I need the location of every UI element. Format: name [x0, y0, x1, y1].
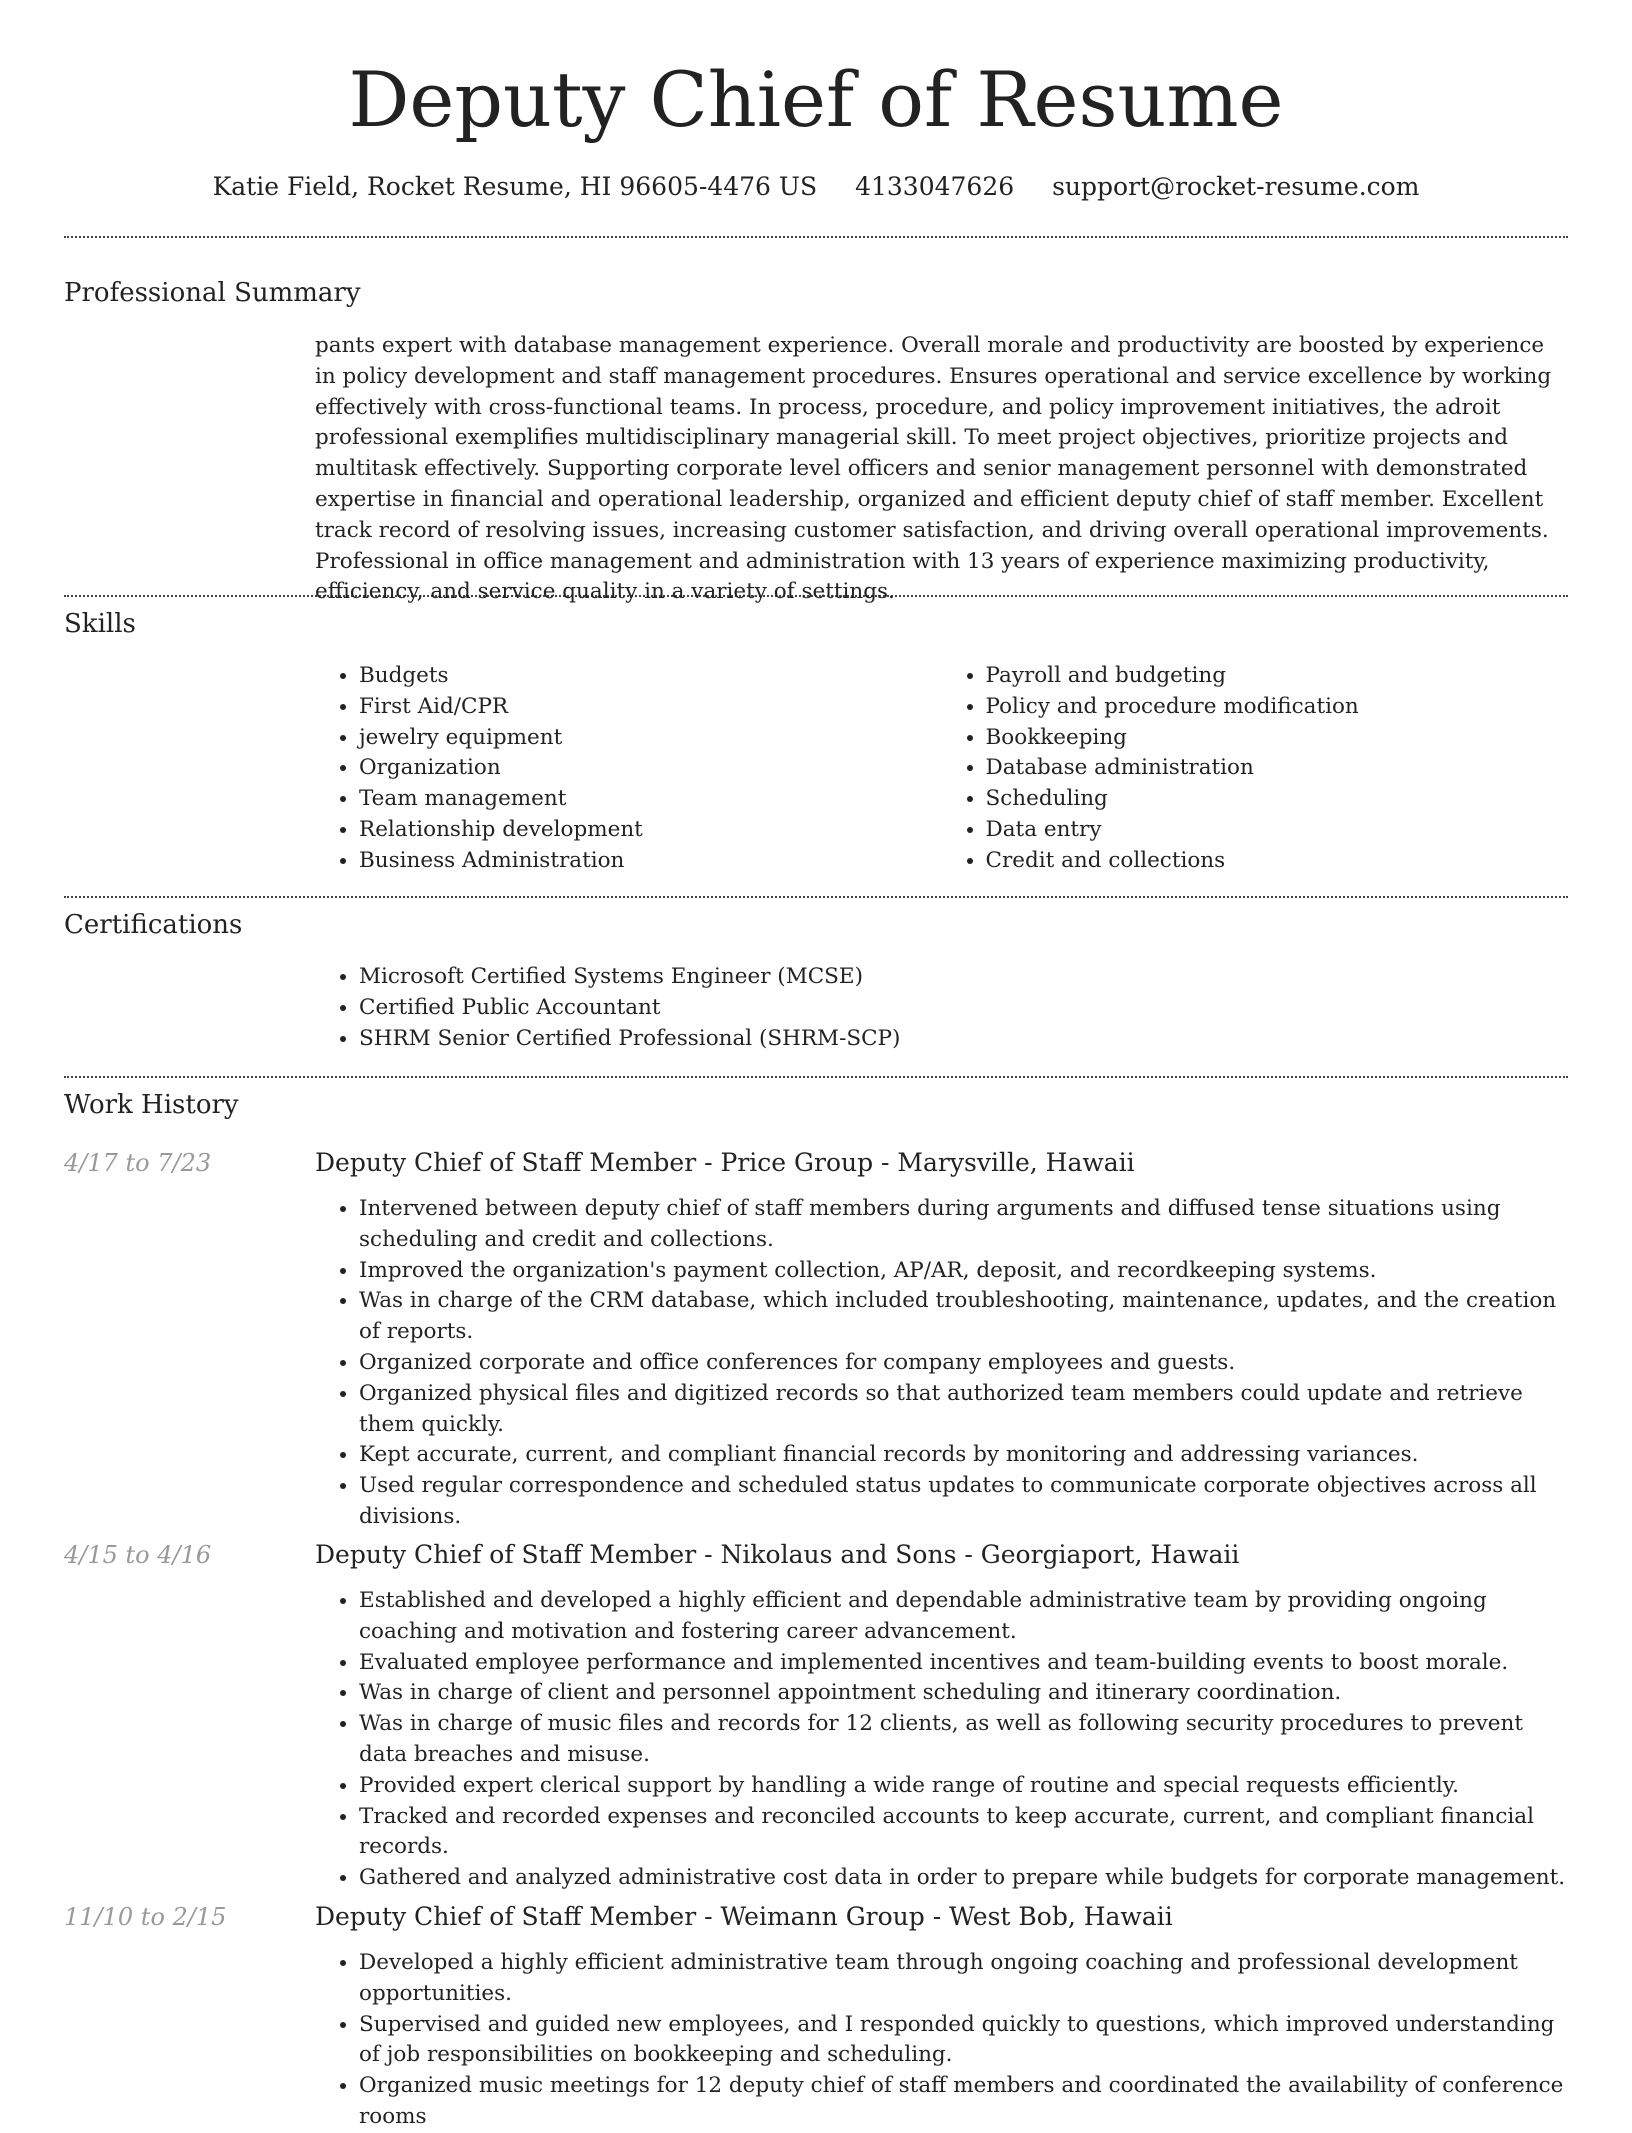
job-title: Deputy Chief of Staff Member - Price Group - Marysville, Hawaii	[315, 1148, 1135, 1177]
work-history-section	[64, 1078, 1568, 2133]
job-bullets	[315, 1948, 1568, 2133]
skills-heading: Skills	[64, 609, 136, 639]
summary-section	[64, 238, 1568, 605]
job-bullet: • Organized physical files and digitized records so that authorized team members could update and retrieve them quickly.	[359, 1379, 1568, 1441]
job-bullet: • Organized music meetings for 12 deputy chief of staff members and coordinated the availability of conference rooms	[359, 2071, 1568, 2133]
skill-item: • jewelry equipment	[359, 723, 942, 754]
job-bullet: • Tracked and recorded expenses and reconciled accounts to keep accurate, current, and compliant financial records.	[359, 1802, 1568, 1864]
skill-item: • Relationship development	[359, 815, 942, 846]
job-header	[64, 1538, 1568, 1572]
job-bullet: • Was in charge of the CRM database, which included troubleshooting, maintenance, updates, and the creation of reports.	[359, 1286, 1568, 1348]
job-title: Deputy Chief of Staff Member - Nikolaus and Sons - Georgiaport, Hawaii	[315, 1540, 1240, 1569]
skills-list-left	[315, 661, 942, 877]
job-bullet: • Supervised and guided new employees, and I responded quickly to questions, which improved understanding of job responsibilities on bookkeeping and scheduling.	[359, 2010, 1568, 2072]
summary-text: pants expert with database management experience. Overall morale and productivity are boosted by experience in policy development and staff management procedures. Ensures operational and service excellence by working effectively with cross-functional teams. In process, procedure, and policy improvement initiatives, the adroit professional exemplifies multidisciplinary managerial skill. To meet project objectives, prioritize projects and multitask effectively. Supporting corporate level officers and senior management personnel with demonstrated expertise in financial and operational leadership, organized and efficient deputy chief of staff member. Excellent track record of resolving issues, increasing customer satisfaction, and driving overall operational improvements. Professional in office management and administration with 13 years of experience maximizing productivity, efficiency, and service quality in a variety of settings.	[315, 333, 1552, 605]
job-bullets	[315, 1586, 1568, 1894]
job-dates: 11/10 to 2/15	[64, 1903, 227, 1931]
skill-item: • Organization	[359, 753, 942, 784]
job-bullet: • Developed a highly efficient administrative team through ongoing coaching and professional development opportunities.	[359, 1948, 1568, 2010]
job-bullet: • Established and developed a highly efficient and dependable administrative team by providing ongoing coaching and motivation and fostering career advancement.	[359, 1586, 1568, 1648]
job-bullet: • Provided expert clerical support by handling a wide range of routine and special requests efficiently.	[359, 1771, 1568, 1802]
contact-email: support@rocket-resume.com	[1052, 172, 1420, 201]
job-entry	[64, 1146, 1568, 1538]
job-bullet: • Organized corporate and office conferences for company employees and guests.	[359, 1348, 1568, 1379]
job-bullet: • Was in charge of music files and records for 12 clients, as well as following security procedures to prevent data breaches and misuse.	[359, 1709, 1568, 1771]
job-entry	[64, 1538, 1568, 1900]
certifications-list	[315, 962, 1568, 1054]
skill-item: • First Aid/CPR	[359, 692, 942, 723]
certification-item: • Certified Public Accountant	[359, 993, 1568, 1024]
skill-item: • Policy and procedure modification	[986, 692, 1569, 723]
contact-address: Katie Field, Rocket Resume, HI 96605-4476 US	[212, 172, 818, 201]
job-entry	[64, 1900, 1568, 2133]
certification-item: • Microsoft Certified Systems Engineer (MCSE)	[359, 962, 1568, 993]
job-header	[64, 1900, 1568, 1934]
certifications-section	[64, 898, 1568, 1076]
job-bullet: • Improved the organization's payment collection, AP/AR, deposit, and recordkeeping systems.	[359, 1256, 1568, 1287]
skill-item: • Credit and collections	[986, 846, 1569, 877]
job-bullet: • Kept accurate, current, and compliant financial records by monitoring and addressing variances.	[359, 1440, 1568, 1471]
job-bullet: • Used regular correspondence and scheduled status updates to communicate corporate objectives across all divisions.	[359, 1471, 1568, 1533]
skills-columns	[315, 661, 1568, 877]
skills-section	[64, 597, 1568, 896]
skill-item: • Team management	[359, 784, 942, 815]
job-title: Deputy Chief of Staff Member - Weimann Group - West Bob, Hawaii	[315, 1902, 1173, 1931]
job-bullet: • Was in charge of client and personnel appointment scheduling and itinerary coordination.	[359, 1678, 1568, 1709]
skill-item: • Bookkeeping	[986, 723, 1569, 754]
skills-list-right	[942, 661, 1569, 877]
work-history-heading: Work History	[64, 1090, 239, 1120]
skill-item: • Budgets	[359, 661, 942, 692]
job-dates: 4/15 to 4/16	[64, 1541, 212, 1569]
job-dates: 4/17 to 7/23	[64, 1149, 212, 1177]
skill-item: • Database administration	[986, 753, 1569, 784]
job-bullet: • Evaluated employee performance and implemented incentives and team-building events to boost morale.	[359, 1648, 1568, 1679]
resume-title: Deputy Chief of Resume	[348, 55, 1284, 144]
job-header	[64, 1146, 1568, 1180]
summary-heading: Professional Summary	[64, 278, 361, 308]
skill-item: • Data entry	[986, 815, 1569, 846]
job-bullet: • Intervened between deputy chief of staff members during arguments and diffused tense situations using scheduling and credit and collections.	[359, 1194, 1568, 1256]
contact-phone: 4133047626	[855, 172, 1015, 201]
skill-item: • Payroll and budgeting	[986, 661, 1569, 692]
skill-item: • Business Administration	[359, 846, 942, 877]
job-bullet: • Gathered and analyzed administrative cost data in order to prepare while budgets for corporate management.	[359, 1863, 1568, 1894]
resume-page	[64, 0, 1568, 2133]
certifications-heading: Certifications	[64, 910, 243, 940]
contact-line	[64, 170, 1568, 204]
skill-item: • Scheduling	[986, 784, 1569, 815]
certification-item: • SHRM Senior Certified Professional (SHRM-SCP)	[359, 1024, 1568, 1055]
job-bullets	[315, 1194, 1568, 1533]
